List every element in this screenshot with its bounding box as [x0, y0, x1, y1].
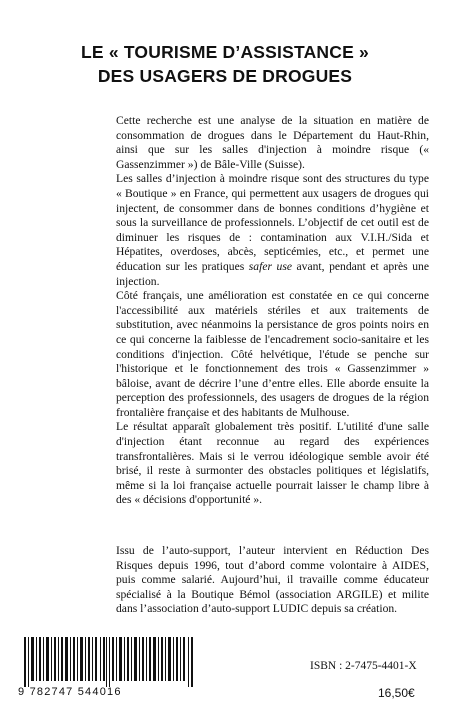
summary-text: [116, 114, 429, 508]
summary-paragraph-4: Le résultat apparaît globalement très positif. L'utilité d'une salle d'injection étant reconnue au regard des expériences transfrontalières. Mais si le verrou idéologique semble avoir été brisé, il reste à surmonter des obstacles politiques et législatifs, même si la loi française actuelle pourrait laisser le champ libre à des « décisions d'opportunité ».: [116, 420, 429, 507]
title-line-1: LE « TOURISME D’ASSISTANCE »: [81, 42, 369, 62]
summary-paragraph-3: Côté français, une amélioration est constatée en ce qui concerne l'accessibilité aux matériels stériles et aux traitements de substitution, avec néanmoins la persistance de gros points noirs en ce qui concerne la faiblesse de l'encadrement socio-sanitaire et les conditions d'injection. Côté helvétique, l'étude se penche sur l'historique et le fonctionnement des trois « Gassenzimmer » bâloise, avant de décrire l’une d’entre elles. Elle aborde ensuite la perception des professionnels, des usagers de drogues de la région frontalière française et des habitants de Mulhouse.: [116, 289, 429, 419]
summary-paragraph-2-part-1: Les salles d’injection à moindre risque sont des structures du type « Boutique » en France, qui permettent aux usagers de drogues qui injectent, de consommer dans de bonnes conditions d’hygiène et sous la surveillance de professionnels. L’objectif de cet outil est de diminuer les risques de : contamination aux V.I.H./Sida et Hépatites, overdoses, abcès, septicémies, etc., et permet une éducation sur les pratiques: [116, 172, 429, 273]
summary-paragraph-2-emphasis: safer use: [248, 259, 292, 273]
book-title: [0, 40, 450, 88]
barcode-digits: 9 782747 544016: [18, 686, 122, 698]
barcode-icon: [24, 637, 194, 687]
isbn-label: ISBN : 2-7475-4401-X: [310, 660, 417, 672]
summary-paragraph-2-part-2: avant, pendant et après une injection.: [116, 259, 429, 288]
price-label: 16,50€: [378, 686, 415, 700]
title-line-2: DES USAGERS DE DROGUES: [97, 66, 353, 86]
summary-paragraph-2: [116, 172, 429, 289]
author-bio: [116, 544, 429, 617]
author-bio-text: Issu de l’auto-support, l’auteur intervient en Réduction Des Risques depuis 1996, tout d’abord comme volontaire à AIDES, puis comme salarié. Aujourd’hui, il travaille comme éducateur spécialisé à la Boutique Bémol (association ARGILE) et milite dans l’association d’auto-support LUDIC depuis sa création.: [116, 544, 429, 616]
summary-paragraph-1: Cette recherche est une analyse de la situation en matière de consommation de drogues dans le Département du Haut-Rhin, ainsi que sur les salles d'injection à moindre risque (« Gassenzimmer ») de Bâle-Ville (Suisse).: [116, 114, 429, 171]
